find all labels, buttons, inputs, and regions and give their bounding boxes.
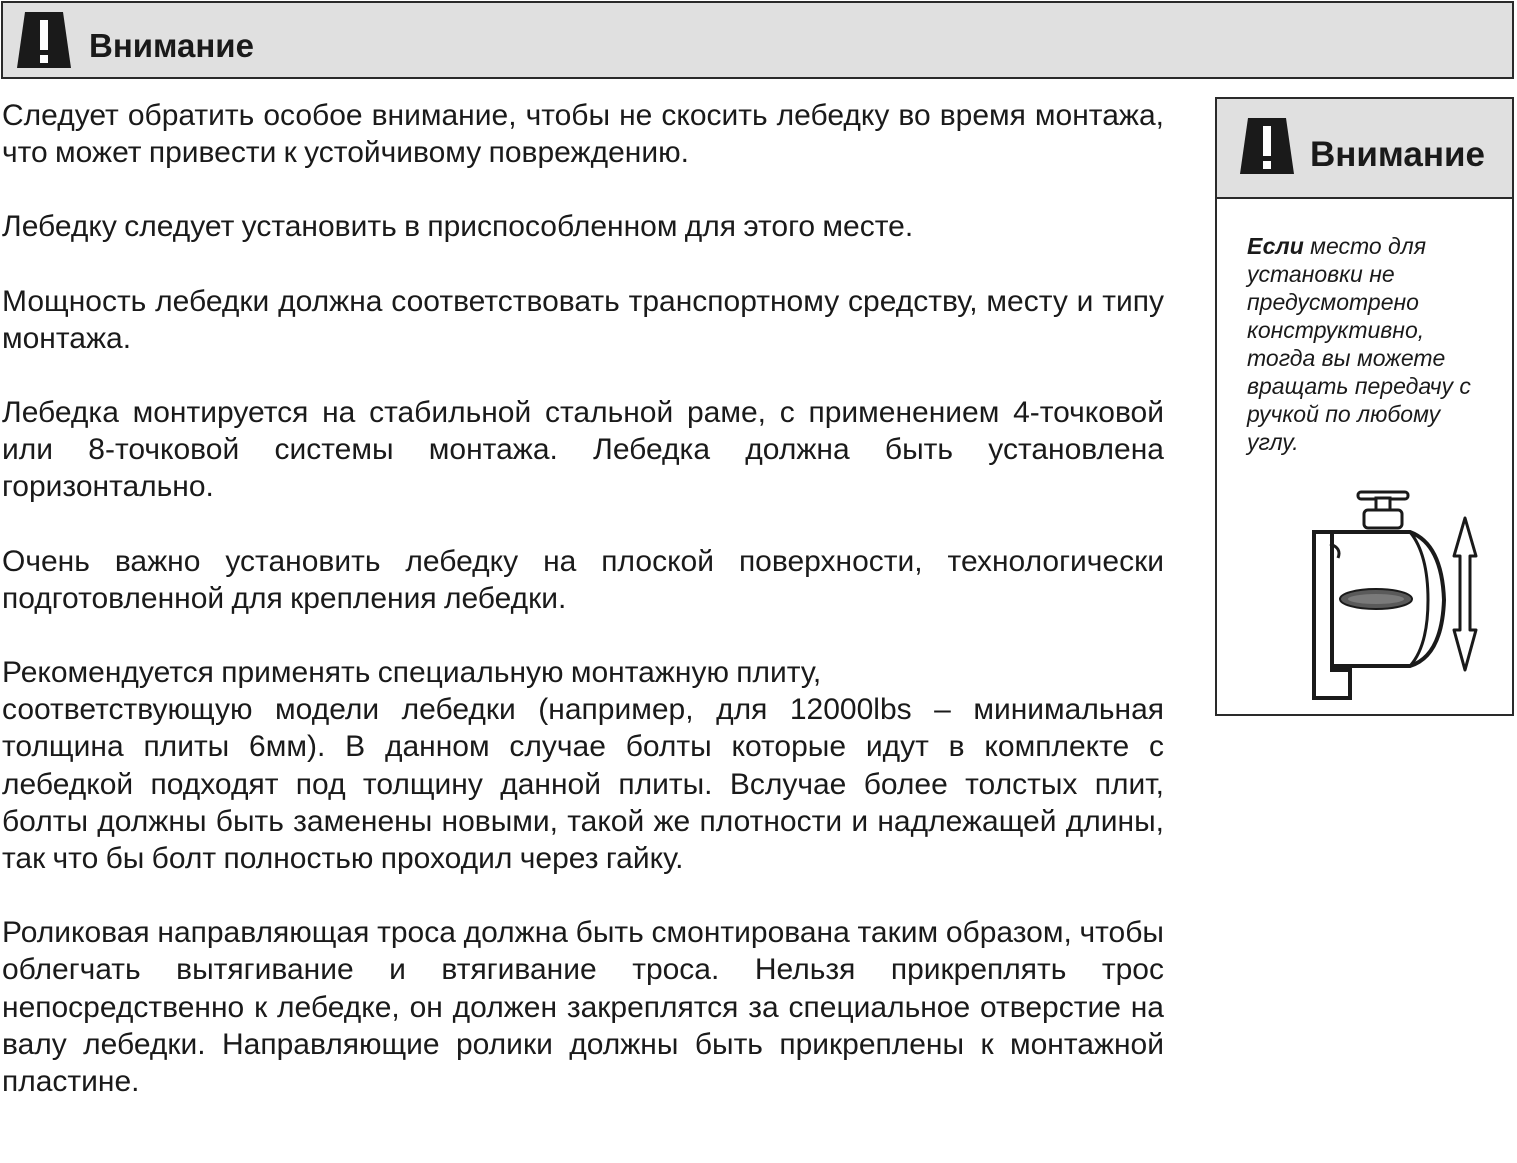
paragraph: соответствующую модели лебедки (например, для 12000lbs – минимальная толщина плиты 6мм). В данном случае болты которые идут в комплекте с лебедкой подходят под толщину данной плиты. Вслучае более толстых плит, болты должны быть заменены новыми, такой же плотности и надлежащей длины, так что бы болт полностью проходил через гайку. [2,693,1164,876]
sidebar-header [1217,99,1512,199]
paragraph: Следует обратить особое внимание, чтобы не скосить лебедку во время монтажа, что может привести к устойчивому повреждению. [2,99,1164,170]
main-text [2,97,1164,1137]
winch-rotation-icon [1302,484,1482,714]
banner-title: Внимание [89,27,254,64]
sidebar-title: Внимание [1310,135,1485,174]
warning-exclamation-icon [15,10,73,70]
warning-sidebar [1215,97,1514,716]
paragraph: Лебедку следует установить в приспособленном для этого месте. [2,210,914,244]
paragraph: Роликовая направляющая троса должна быть смонтирована таким образом, чтобы облегчать вытягивание и втягивание троса. Нельзя прикреплять трос непосредственно к лебедке, он должен закреплятся за специальное отверстие на валу лебедки. Направляющие ролики должны быть прикреплены к монтажной пластине. [2,916,1164,1099]
double-arrow-icon [1454,518,1476,670]
note-text: место для установки не предусмотрено конструктивно, тогда вы можете вращать передачу с ручкой по любому углу. [1247,233,1471,455]
warning-banner [1,1,1514,79]
paragraph: Мощность лебедки должна соответствовать транспортному средству, месту и типу монтажа. [2,284,1164,355]
sidebar-note [1247,232,1497,456]
paragraph: Рекомендуется применять специальную монтажную плиту, [2,656,822,690]
warning-exclamation-icon [1238,116,1296,176]
paragraph: Очень важно установить лебедку на плоской поверхности, технологически подготовленной для крепления лебедки. [2,544,1164,615]
note-lead: Если [1247,233,1304,259]
paragraph: Лебедка монтируется на стабильной стальной раме, с применением 4-точковой или 8-точковой системы монтажа. Лебедка должна быть установлена горизонтально. [2,396,1164,504]
